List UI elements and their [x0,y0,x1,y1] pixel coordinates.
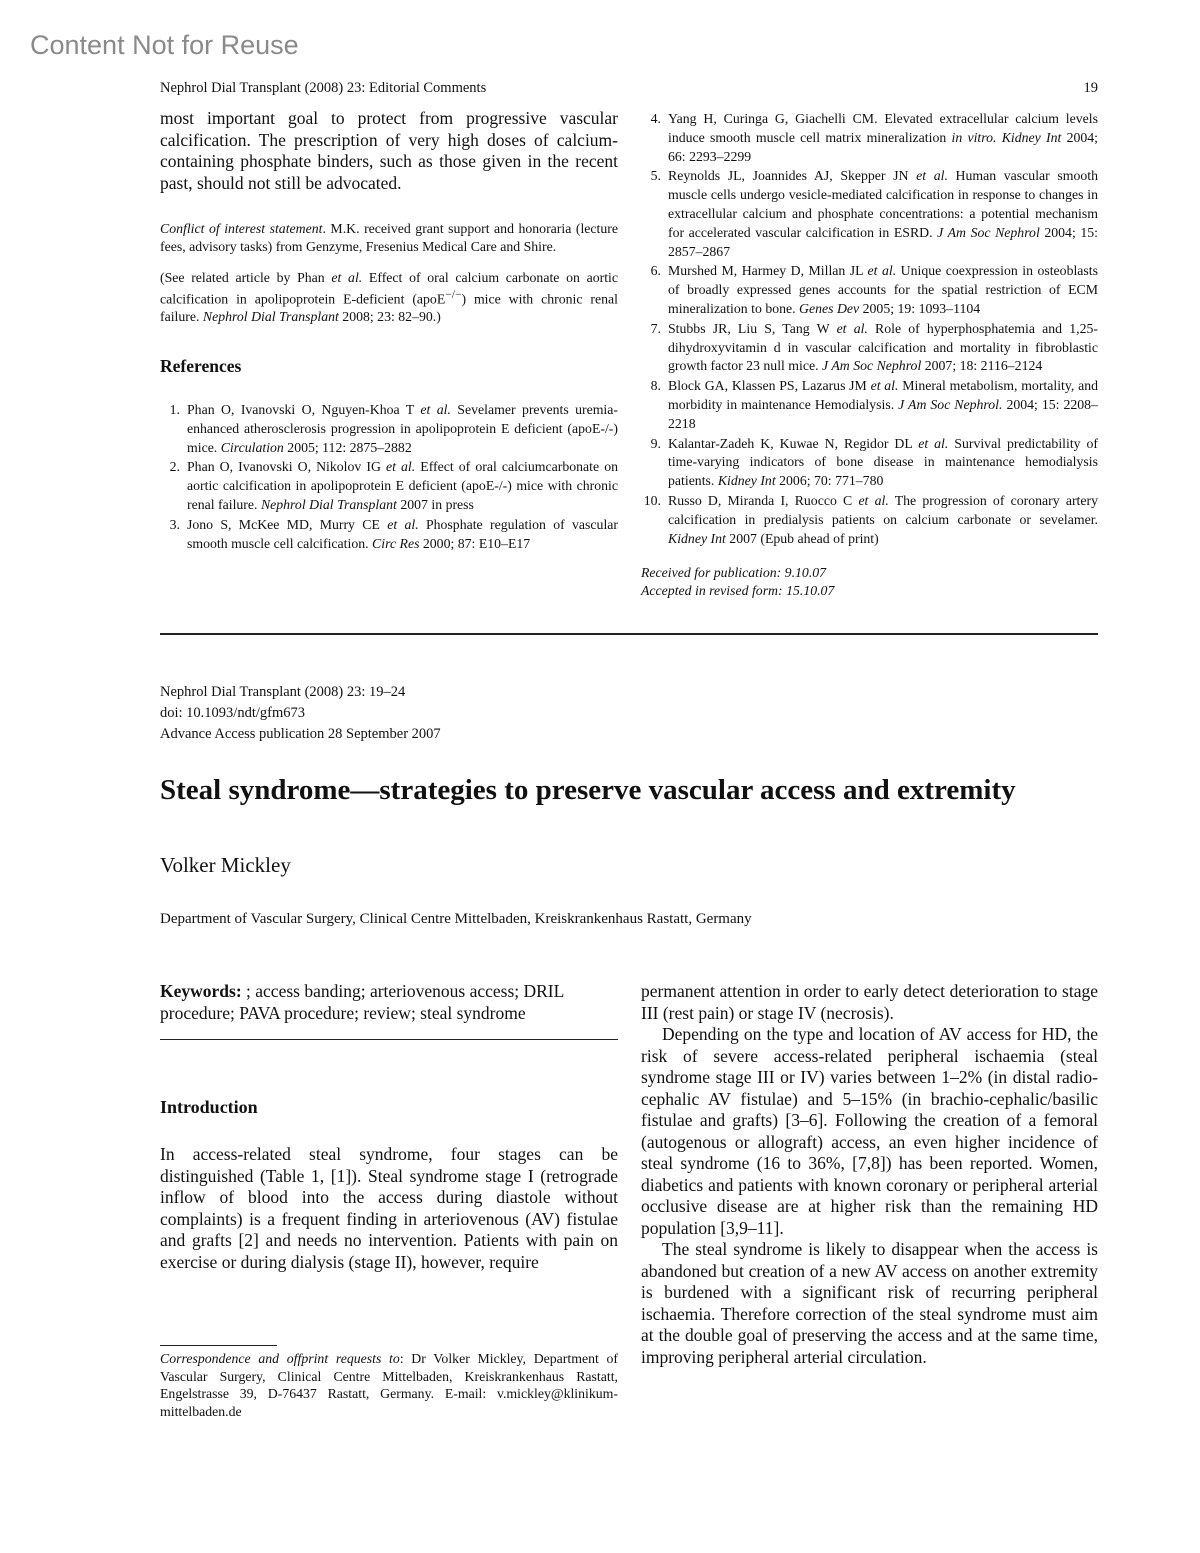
reference-etal: et al. [387,516,419,532]
introduction-paragraph-2: permanent attention in order to early detect deterioration to stage III (rest pain) or stage IV (necrosis). [641,981,1098,1023]
author-name: Volker Mickley [160,853,291,877]
reference-journal: in vitro. Kidney Int [951,129,1062,145]
keywords-label: Keywords: [160,981,242,1001]
references-list-right [641,110,1098,548]
reference-title: Phosphate regulation of vascular smooth muscle cell calcification. [187,516,618,551]
introduction-paragraph-1: In access-related steal syndrome, four stages can be distinguished (Table 1, [1]). Steal syndrome stage I (retrograde inflow of blood into the access during diastole without complaints) is a frequent finding in arteriovenous (AV) fistulae and grafts [2] and needs no intervention. Patients with pain on exercise or during dialysis (stage II), however, require [160,1144,618,1272]
reference-etal: et al. [836,320,868,336]
reference-details: 2005; 19: 1093–1104 [859,300,981,316]
reference-authors: Reynolds JL, Joannides AJ, Skepper JN [668,168,917,184]
keywords-text: ; access banding; arteriovenous access; DRIL procedure; PAVA procedure; review; steal syndrome [160,981,564,1023]
reference-journal: J Am Soc Nephrol. [898,396,1003,412]
reference-details: 2007 (Epub ahead of print) [725,530,879,546]
introduction-paragraph-4: The steal syndrome is likely to disappear when the access is abandoned but creation of a new AV access on another extremity is burdened with a significant risk of recurring peripheral ischaemia. Therefore correction of the steal syndrome must aim at the double goal of preserving the access and at the same time, improving peripheral arterial circulation. [641,1239,1098,1367]
introduction-paragraph-3: Depending on the type and location of AV access for HD, the risk of severe access-related peripheral ischaemia (steal syndrome stage III or IV) varies between 1–2% (in distal radio-cephalic AV fistulae) and 5–15% (in brachio-cephalic/basilic fistulae and grafts) [3–6]. Following the creation of a femoral (autogenous or allograft) access, an even higher incidence of steal syndrome (16 to 36%, [7,8]) has been reported. Women, diabetics and patients with known coronary or peripheral arterial occlusive disease are at higher risk than the remaining HD population [3,9–11]. [641,1024,1098,1238]
reference-title: Effect of oral calciumcarbonate on aortic calcification in apolipoprotein E deficient (apoE-/-) mice with chronic renal failure. [187,459,618,513]
reference-title: Sevelamer prevents uremia-enhanced atherosclerosis progression in apolipoprotein E deficient (apoE-/-) mice. [187,402,618,455]
reference-item [641,110,1098,166]
reference-etal: et al. [420,402,451,418]
reference-details: 2000; 87: E10–E17 [419,535,531,551]
reference-etal: et al. [858,492,889,508]
reference-authors: Russo D, Miranda I, Ruocco C [668,492,859,508]
reference-number: 9. [650,435,661,451]
conflict-label: Conflict of interest statement [160,221,323,236]
see-related-suffix: 2008; 23: 82–90.) [338,308,441,324]
reference-item [641,167,1098,261]
prev-article-left-column [160,108,618,554]
reference-number: 3. [169,516,180,532]
prev-closing-paragraph: most important goal to protect from progressive vascular calcification. The prescription of very high doses of calcium-containing phosphate binders, such as those given in the recent past, should not still be advocated. [160,108,618,193]
reference-title: Mineral metabolism, mortality, and morbidity in maintenance Hemodialysis. [668,378,1098,412]
see-related-middle2: ) mice with chronic renal failure. [160,291,618,324]
reference-authors: Yang H, Curinga G, Giachelli CM. [668,111,878,126]
watermark: Content Not for Reuse [30,30,299,60]
see-related-middle: Effect of oral calcium carbonate on aortic calcification in apolipoprotein E-deficient (apoE [160,270,618,307]
reference-authors: Murshed M, Harmey D, Millan JL [668,263,868,279]
reference-title: Elevated extracellular calcium levels induce smooth muscle cell matrix mineralization [668,111,1098,145]
reference-number: 8. [650,378,661,394]
conflict-of-interest [160,220,618,255]
reference-journal: Kidney Int [717,473,776,489]
reference-details: 2006; 70: 771–780 [775,473,884,489]
advance-access: Advance Access publication 28 September 2007 [160,726,441,742]
reference-authors: Stubbs JR, Liu S, Tang W [668,320,837,336]
reference-journal: J Am Soc Nephrol [937,224,1040,240]
article-title: Steal syndrome—strategies to preserve vascular access and extremity [160,774,1016,806]
received-date: Received for publication: 9.10.07 [641,565,827,581]
publication-dates [641,564,1098,600]
keywords-rule [160,1039,618,1040]
reference-title: Unique coexpression in osteoblasts of broadly expressed genes accounts for the spatial restriction of ECM mineralization to bone. [668,263,1098,316]
prev-article-right-column [641,110,1098,600]
reference-etal: et al. [918,435,949,451]
references-heading: References [160,356,242,377]
reference-details: 2004; 15: 2857–2867 [668,224,1098,259]
page-number: 19 [1083,80,1098,96]
reference-number: 6. [650,263,661,279]
reference-title: Human vascular smooth muscle cells undergo vesicle-mediated calcification in response to changes in extracellular calcium and phosphate concentrations: a potential mechanism for accelerated vascular calcification in ESRD. [668,168,1099,240]
reference-etal: et al. [386,459,416,475]
reference-title: Survival predictability of time-varying indicators of bone disease in maintenance hemodialysis patients. [668,435,1098,489]
author-affiliation: Department of Vascular Surgery, Clinical Centre Mittelbaden, Kreiskrankenhaus Rastatt, Germany [160,911,752,927]
reference-number: 1. [169,402,180,418]
reference-etal: et al. [867,263,897,279]
see-related-prefix: (See related article by Phan [160,270,332,285]
correspondence-text: : Dr Volker Mickley, Department of Vascular Surgery, Clinical Centre Mittelbaden, Kreiskrankenhaus Rastatt, Engelstrasse 39, D-76437 Rastatt, Germany. E-mail: v.mickley@klinikum-mittelbaden.de [160,1351,618,1419]
reference-item [641,377,1098,433]
reference-item [641,492,1098,548]
correspondence-label: Correspondence and offprint requests to [160,1351,400,1366]
running-head-journal: Nephrol Dial Transplant (2008) 23: Editorial Comments [160,80,487,96]
reference-number: 10. [643,492,661,508]
reference-journal: Genes Dev [799,300,860,316]
reference-title: The progression of coronary artery calcification in predialysis patients on calcium carbonate or sevelamer. [668,492,1099,527]
see-related-article [160,269,618,325]
correspondence-footnote [160,1350,618,1420]
reference-journal: J Am Soc Nephrol [822,358,922,374]
reference-authors: Kalantar-Zadeh K, Kuwae N, Regidor DL [668,435,919,451]
article-doi: doi: 10.1093/ndt/gfm673 [160,705,305,721]
conflict-text: . M.K. received grant support and honoraria (lecture fees, advisory tasks) from Genzyme, Fresenius Medical Care and Shire. [160,221,618,254]
reference-authors: Phan O, Ivanovski O, Nikolov IG [187,459,386,475]
reference-details: 2007; 18: 2116–2124 [921,358,1043,374]
see-related-etal: et al. [331,270,363,285]
reference-item [160,516,618,554]
article-citation: Nephrol Dial Transplant (2008) 23: 19–24 [160,684,406,700]
reference-number: 2. [169,459,180,475]
reference-details: 2004; 15: 2208–2218 [668,396,1098,431]
accepted-date: Accepted in revised form: 15.10.07 [641,583,835,599]
reference-details: 2005; 112: 2875–2882 [283,439,412,455]
reference-journal: Nephrol Dial Transplant [260,497,397,513]
reference-number: 5. [650,168,661,184]
reference-item [641,262,1098,318]
reference-journal: Circulation [220,439,284,455]
reference-item [160,458,618,514]
reference-etal: et al. [916,168,948,184]
reference-number: 7. [650,320,661,336]
article-meta [160,682,441,745]
footnote-rule [160,1345,277,1346]
reference-etal: et al. [870,378,899,394]
article-separator-rule [160,633,1098,635]
reference-item [641,320,1098,376]
reference-title: Role of hyperphosphatemia and 1,25-dihydroxyvitamin d in vascular calcification and mortality in fibroblastic growth factor 23 null mice. [668,320,1098,374]
reference-authors: Jono S, McKee MD, Murry CE [187,516,388,532]
introduction-heading: Introduction [160,1097,258,1117]
reference-item [641,435,1098,491]
reference-item [160,401,618,457]
reference-number: 4. [650,111,661,126]
see-related-journal: Nephrol Dial Transplant [202,308,339,324]
article-left-column [160,981,618,1273]
references-list-left [160,401,618,553]
article-right-column [641,981,1098,1368]
reference-journal: Circ Res [372,535,420,551]
reference-authors: Phan O, Ivanovski O, Nguyen-Khoa T [187,402,421,418]
reference-details: 2007 in press [396,497,474,513]
see-related-sup: −/− [445,288,462,301]
keywords [160,981,618,1024]
reference-details: 2004; 66: 2293–2299 [668,129,1099,164]
reference-journal: Kidney Int [668,530,726,546]
running-head [160,80,1098,97]
reference-authors: Block GA, Klassen PS, Lazarus JM [668,378,871,394]
